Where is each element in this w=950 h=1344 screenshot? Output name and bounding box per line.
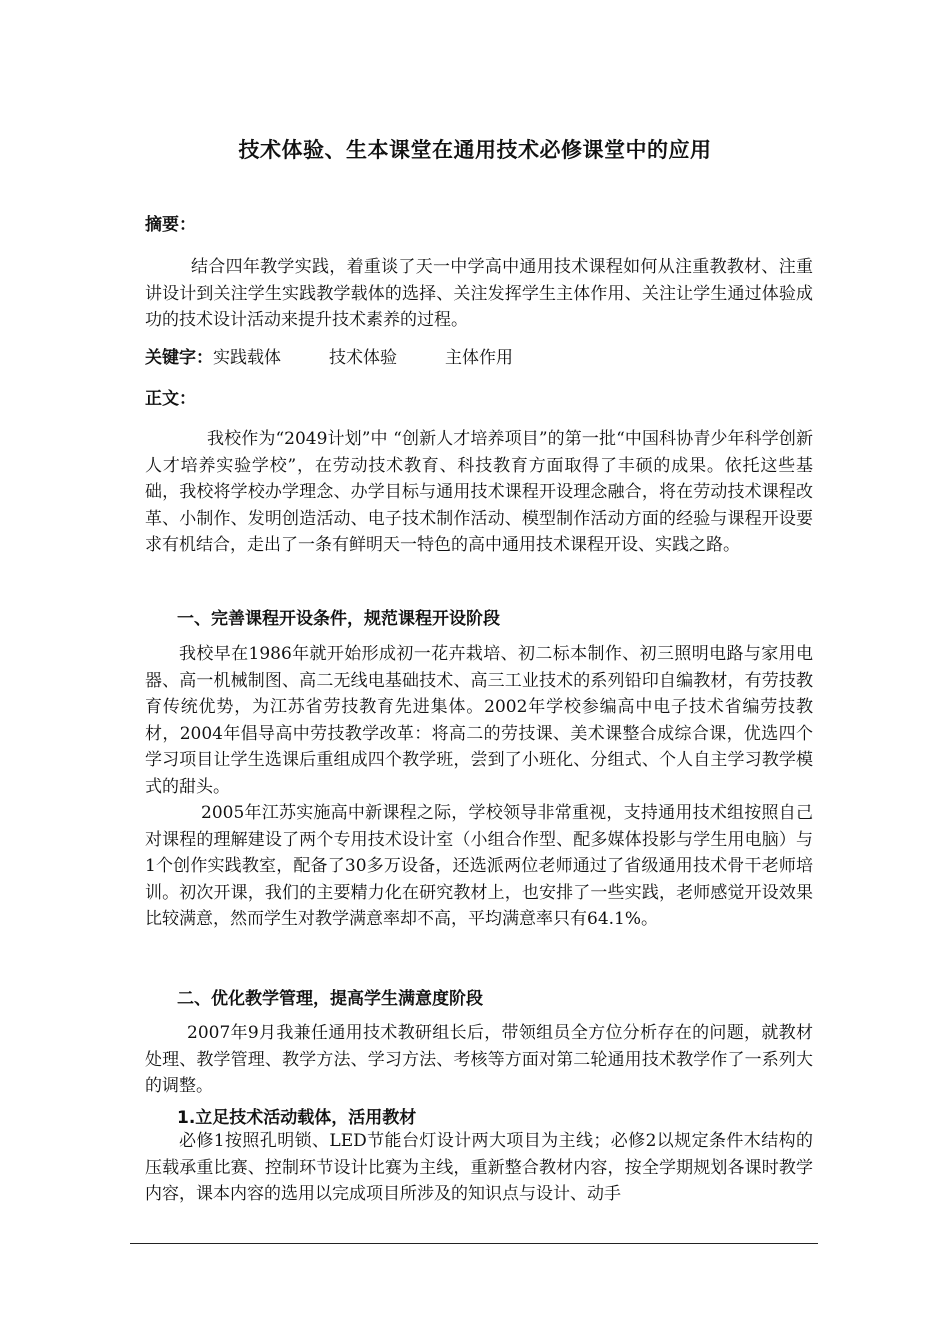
keyword-item: 主体作用 (445, 348, 513, 368)
footer-divider (130, 1243, 818, 1244)
abstract-section (145, 254, 813, 334)
section-heading: 一、完善课程开设条件，规范课程开设阶段 (177, 609, 500, 629)
intro-paragraph: 我校作为“2049计划”中 “创新人才培养项目”的第一批“中国科协青少年科学创新人才培养实验学校”，在劳动技术教育、科技教育方面取得了丰硕的成果。依托这些基础，我校将学校办学理念、办学目标与通用技术课程开设理念融合，将在劳动技术课程改革、小制作、发明创造活动、电子技术制作活动、模型制作活动方面的经验与课程开设要求有机结合，走出了一条有鲜明天一特色的高中通用技术课程开设、实践之路。 (145, 429, 813, 555)
keyword-item: 实践载体 (213, 348, 281, 368)
body-paragraph: 我校早在1986年就开始形成初一花卉栽培、初二标本制作、初三照明电路与家用电器、高一机械制图、高二无线电基础技术、高三工业技术的系列铅印自编教材，有劳技教育传统优势，为江苏省劳技教育先进集体。2002年学校参编高中电子技术省编劳技教材，2004年倡导高中劳技教学改革：将高二的劳技课、美术课整合成综合课，优选四个学习项目让学生选课后重组成四个教学班，尝到了小班化、分组式、个人自主学习教学模式的甜头。 (145, 644, 813, 797)
subsection-heading: 1.立足技术活动载体，活用教材 (177, 1108, 417, 1128)
body-paragraph: 必修1按照孔明锁、LED节能台灯设计两大项目为主线；必修2以规定条件木结构的压载承重比赛、控制环节设计比赛为主线，重新整合教材内容，按全学期规划各课时教学内容，课本内容的选用以完成项目所涉及的知识点与设计、动手 (145, 1131, 813, 1204)
abstract-text: 结合四年教学实践，着重谈了天一中学高中通用技术课程如何从注重教教材、注重讲设计到关注学生实践教学载体的选择、关注发挥学生主体作用、关注让学生通过体验成功的技术设计活动来提升技术素养的过程。 (145, 257, 813, 330)
section-heading: 二、优化教学管理，提高学生满意度阶段 (177, 989, 483, 1009)
body-paragraph: 2007年9月我兼任通用技术教研组长后，带领组员全方位分析存在的问题，就教材处理、教学管理、教学方法、学习方法、考核等方面对第二轮通用技术教学作了一系列大的调整。 (145, 1023, 813, 1096)
document-title: 技术体验、生本课堂在通用技术必修课堂中的应用 (238, 138, 712, 162)
intro-section (145, 426, 813, 559)
subsection1-content (145, 1128, 813, 1208)
section2-content (145, 1020, 813, 1100)
body-label-line (145, 386, 813, 413)
abstract-label-line (145, 212, 813, 239)
body-paragraph: 2005年江苏实施高中新课程之际，学校领导非常重视，支持通用技术组按照自己对课程的理解建设了两个专用技术设计室（小组合作型、配多媒体投影与学生用电脑）与1个创作实践教室，配备了30多万设备，还选派两位老师通过了省级通用技术骨干老师培训。初次开课，我们的主要精力化在研究教材上，也安排了一些实践，老师感觉开设效果比较满意，然而学生对教学满意率却不高，平均满意率只有64.1%。 (145, 803, 813, 929)
keywords-label: 关键字： (145, 348, 213, 368)
section1-content (145, 641, 813, 933)
abstract-label: 摘要： (145, 215, 196, 235)
keywords-line (145, 345, 813, 372)
body-label: 正文： (145, 389, 196, 409)
keyword-item: 技术体验 (329, 348, 397, 368)
